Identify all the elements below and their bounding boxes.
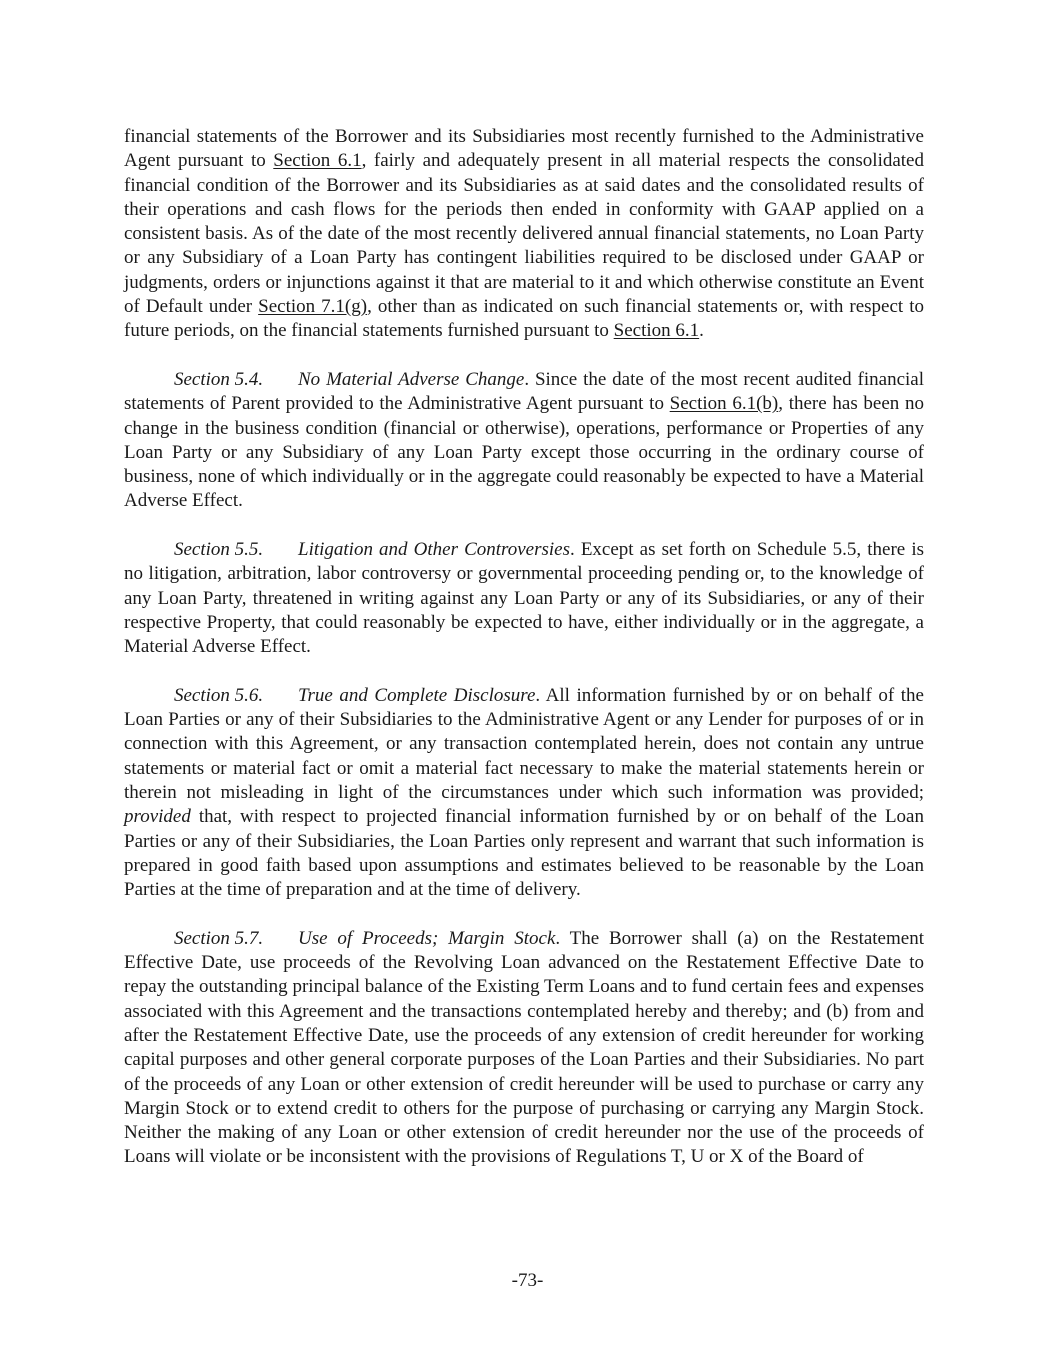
paragraph-text: . — [699, 320, 704, 342]
paragraph-text: , other than as indicated on such financial statements or, with respect to future periods, on the financial statements furnished pursuant to — [124, 296, 924, 342]
paragraph-text: financial statements of the Borrower and its Subsidiaries most recently furnished to the Administrative Agent pursuant to — [124, 126, 924, 172]
section-number: Section 5.4. — [174, 368, 264, 390]
section-number: Section 5.7. — [174, 927, 264, 949]
document-body — [124, 125, 924, 1194]
cross-reference-section-6-1-b: Section 6.1(b) — [669, 393, 779, 415]
section-5-7 — [124, 927, 924, 1170]
section-text: . Except as set forth on Schedule 5.5, there is no litigation, arbitration, labor controversy or governmental proceeding pending or, to the knowledge of any Loan Party, threatened in writing against any Loan Party or any of its Subsidiaries, or any of their respective Property, that could reasonably be expected to have, either individually or in the aggregate, a Material Adverse Effect. — [124, 539, 924, 658]
section-5-4 — [124, 368, 924, 514]
section-5-6 — [124, 684, 924, 903]
section-heading: Litigation and Other Controversies — [298, 539, 570, 561]
cross-reference-section-6-1: Section 6.1 — [273, 150, 362, 172]
page-number: -73- — [511, 1270, 544, 1291]
section-heading: Use of Proceeds; Margin Stock — [298, 927, 556, 949]
section-5-5 — [124, 538, 924, 659]
paragraph-financial-statements-continued — [124, 125, 924, 344]
section-number: Section 5.6. — [174, 684, 264, 706]
section-text: . The Borrower shall (a) on the Restatement Effective Date, use proceeds of the Revolving Loan advanced on the Restatement Effective Date to repay the outstanding principal balance of the Existing Term Loans and to fund certain fees and expenses associated with this Agreement and the transactions contemplated hereby and thereby; and (b) from and after the Restatement Effective Date, use the proceeds of any extension of credit hereunder for working capital purposes and other general corporate purposes of the Loan Parties and their Subsidiaries. No part of the proceeds of any Loan or other extension of credit hereunder will be used to purchase or carry any Margin Stock or to extend credit to others for the purpose of purchasing or carrying any Margin Stock. Neither the making of any Loan or other extension of credit hereunder nor the use of the proceeds of Loans will violate or be inconsistent with the provisions of Regulations T, U or X of the Board of — [124, 927, 924, 1168]
paragraph-text: , fairly and adequately present in all material respects the consolidated financial condition of the Borrower and its Subsidiaries as at said dates and the consolidated results of their operations and cash flows for the periods then ended in conformity with GAAP applied on a consistent basis. As of the date of the most recently delivered annual financial statements, no Loan Party or any Subsidiary of a Loan Party has contingent liabilities required to be disclosed under GAAP or judgments, orders or injunctions against it that are material to it and which otherwise constitute an Event of Default under — [124, 150, 924, 318]
emphasis-provided: provided — [124, 806, 191, 828]
cross-reference-section-7-1-g: Section 7.1(g) — [258, 296, 368, 318]
section-text: that, with respect to projected financial information furnished by or on behalf of the Loan Parties or any of their Subsidiaries, the Loan Parties only represent and warrant that such information is prepared in good faith based upon assumptions and estimates believed to be reasonable by the Loan Parties at the time of preparation and at the time of delivery. — [124, 806, 924, 901]
section-heading: No Material Adverse Change — [298, 368, 525, 390]
section-text: . Since the date of the most recent audited financial statements of Parent provided to the Administrative Agent pursuant to — [124, 368, 924, 415]
section-number: Section 5.5. — [174, 539, 264, 561]
cross-reference-section-6-1: Section 6.1 — [613, 320, 700, 342]
section-text: . All information furnished by or on behalf of the Loan Parties or any of their Subsidiaries to the Administrative Agent or any Lender for purposes of or in connection with this Agreement, or any transaction contemplated herein, does not contain any untrue statements or material fact or omit a material fact necessary to make the material statements herein or therein not misleading in light of the circumstances under which such information was provided; — [124, 684, 924, 804]
section-heading: True and Complete Disclosure — [298, 684, 536, 706]
section-text: , there has been no change in the business condition (financial or otherwise), operations, performance or Properties of any Loan Party or any Subsidiary of any Loan Party except those occurring in the ordinary course of business, none of which individually or in the aggregate could reasonably be expected to have a Material Adverse Effect. — [124, 393, 924, 512]
